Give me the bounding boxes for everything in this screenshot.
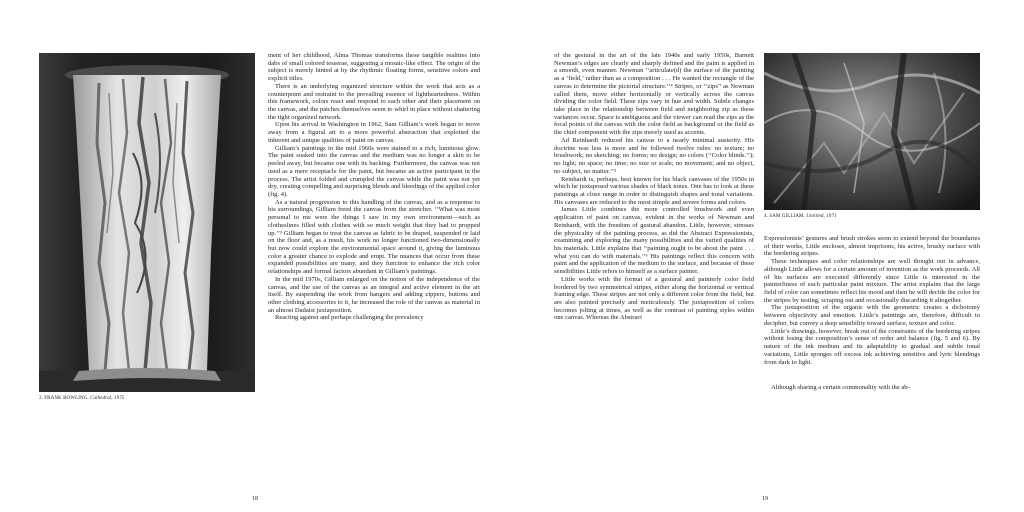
right-page-right-column <box>764 235 980 392</box>
paragraph: Gilliam’s paintings in the mid 1960s were stained to a rich, luminous glow. The paint soaked into the canvas and the medium was no longer a skin to be peeled away, but became one with its backing. Furthermore, the canvas was not used as a mere receptacle for the paint, but became an active participant in the process. The artist folded and crumpled the canvas while the paint was not yet dry, creating compelling and surprising blends and bleedings of the applied color (fig. 4). <box>268 144 480 198</box>
paragraph: Expressionists’ gestures and brush strokes seem to extend beyond the boundaries of their works, Little encloses, almost imprisons, his active, brushy surface with the bordering stripes. <box>764 235 980 258</box>
paragraph: Ad Reinhardt reduced his canvas to a nearly minimal austerity. His doctrine was less is more and he followed twelve rules: no texture; no brushwork; no sketching; no forms; no design; no colors (‘‘Color blinds.’’); no light; no space; no time; no size or scale; no movement; and no object, no subject, no matter.’’⁵ <box>554 136 754 175</box>
page-number-right: 19 <box>762 496 768 502</box>
paragraph: Upon his arrival in Washington in 1962, Sam Gilliam’s work began to move away from a figural art to a more powerful abstraction that exploited the inherent and unique qualities of paint on canvas. <box>268 121 480 144</box>
paragraph: These techniques and color relationships are well thought out in advance, although Little allows for a certain amount of invention as the work proceeds. All of his surfaces are executed differently since Little is interested in the painterliness of each particular paint mixture. The artist explains that the large field of color can sometimes reflect his mood and then he will decide the color for the stripes by testing, scraping out and occasionally discarding it altogether. <box>764 258 980 304</box>
frank-bowling-cathedral-photo <box>39 53 255 392</box>
paragraph: As a natural progression to this handling of the canvas, and as a response to his surroundings, Gilliam freed the canvas from the stretcher. ‘‘What was most personal to me were the things I saw in my own environment—such as clotheslines filled with clothes with so much weight that they had to propped up.’’³ Gilliam began to treat the canvas as fabric to be draped, suspended or laid on the floor and, as a result, his work no longer functioned two-dimensionally but now could explore the environmental space around it, giving the luminous color a greater chance to explode and erupt. The nuances that occur from these expanded possibilities are many, and they function to enhance the rich color relationships and formal factors abundant in Gilliam’s paintings. <box>268 198 480 276</box>
right-page-left-column <box>554 52 754 322</box>
paragraph: James Little combines the more controlled brushwork and even application of paint on canvas, evident in the works of Newman and Reinhardt, with the freedom of gestural abandon. Little, however, stresses the physicality of the painting process, as did the Abstract Expressionists, examining and exploring the many possibilities and the varied qualities of his materials. Little explains that ‘‘painting ought to be about the paint . . . what you can do with materials.’’⁶ His paintings reflect this concern with paint and the application of the medium to the surface, and because of these sensibilities Little refers to himself as a surface painter. <box>554 206 754 276</box>
page-number-left: 18 <box>252 496 258 502</box>
paragraph: Reacting against and perhaps challenging the prevalency <box>275 314 424 322</box>
figure-3-caption <box>39 396 255 402</box>
paragraph: ment of her childhood, Alma Thomas transforms these tangible realities into dabs of small colored tesserae, suggesting a mosaic-like effect. The origin of the subject is merely hinted at by the rhythmic floating forms, sensitive colors and explicit titles. <box>268 52 480 83</box>
caption-label: 3. FRANK BOWLING. <box>39 396 89 401</box>
cathedral-image <box>39 53 255 392</box>
paragraph: Reinhardt is, perhaps, best known for his black canvases of the 1950s in which he juxtaposed various shades of black tones. One has to look at these paintings at close range in order to distinguish shapes and tonal variations. His canvases are reduced to the most simple and severe forms and colors. <box>554 175 754 206</box>
paragraph: Little’s drawings, however, break out of the constraints of the bordering stripes without losing the composition’s sense of order and balance (fig. 5 and 6). By nature of the ink medium and its adaptability to gradual and subtle tonal variations, Little sponges off excess ink achieving sensitive and lyric blendings from dark to light. <box>764 327 980 366</box>
caption-title: Cathedral, 1975 <box>90 396 125 401</box>
paragraph: Although sharing a certain commonality with the ab- <box>771 384 910 392</box>
caption-title: Untitled, 1971 <box>806 214 837 219</box>
caption-label: 4. SAM GILLIAM. <box>764 214 805 219</box>
paragraph: The juxtaposition of the organic with the geometric creates a dichotomy between objectivity and emotion. Little’s paintings are, therefore, difficult to decipher, but convey a deep sensibility toward surface, texture and color. <box>764 304 980 327</box>
right-page <box>512 0 1024 512</box>
figure-4-caption <box>764 214 980 220</box>
sam-gilliam-untitled-photo <box>764 53 980 210</box>
paragraph: There is an underlying organized structure within the work that acts as a counterpoint and restraint to the prevailing essence of lightheartedness. Within this framework, colors react and respond to each other and their placement on the canvas, and the patches themselves seem to whirl in place without shattering the tight organized network. <box>268 82 480 121</box>
left-page-text-column <box>268 52 480 322</box>
untitled-image <box>764 53 980 210</box>
paragraph: of the gestural in the art of the late 1940s and early 1950s, Barnett Newman’s edges are clearly and sharply defined and the paint is applied in a smooth, even manner. Newman ‘‘articulate(d) the surface of the painting as a ‘field,’ rather than as a composition . . . He wanted the rectangle of the canvas to determine the pictorial structure.’’⁴ Stripes, or ‘‘zips’’ as Newman called them, move either horizontally or vertically across the canvas dividing the color field. These zips vary in hue and width. Subtle changes take place in the relationship between field and neighboring zip as these variances occur. Space is ambiguous and the viewer can read the zips as the focal points of the canvas with the color field as background or the field as the chief component with the zips merely used as accents. <box>554 52 754 137</box>
paragraph: In the mid 1970s, Gilliam enlarged on the notion of the independence of the canvas, and the use of the canvas as an integral and active element in the art itself. By suspending the work from hangers and adding zippers, buttons and other clothing accessories to it, he increased the role of the canvas as material in an almost Dadaist juxtaposition. <box>268 275 480 314</box>
paragraph: Little works with the format of a gestural and painterly color field bordered by two symmetrical stripes, either along the horizontal or vertical framing edge. These stripes are not only a different color from the field, but are also painted precisely and meticulously. The juxtaposition of colors becomes jolting at times, as well as the contrast of painting styles within one canvas. Whereas the Abstract <box>554 275 754 322</box>
